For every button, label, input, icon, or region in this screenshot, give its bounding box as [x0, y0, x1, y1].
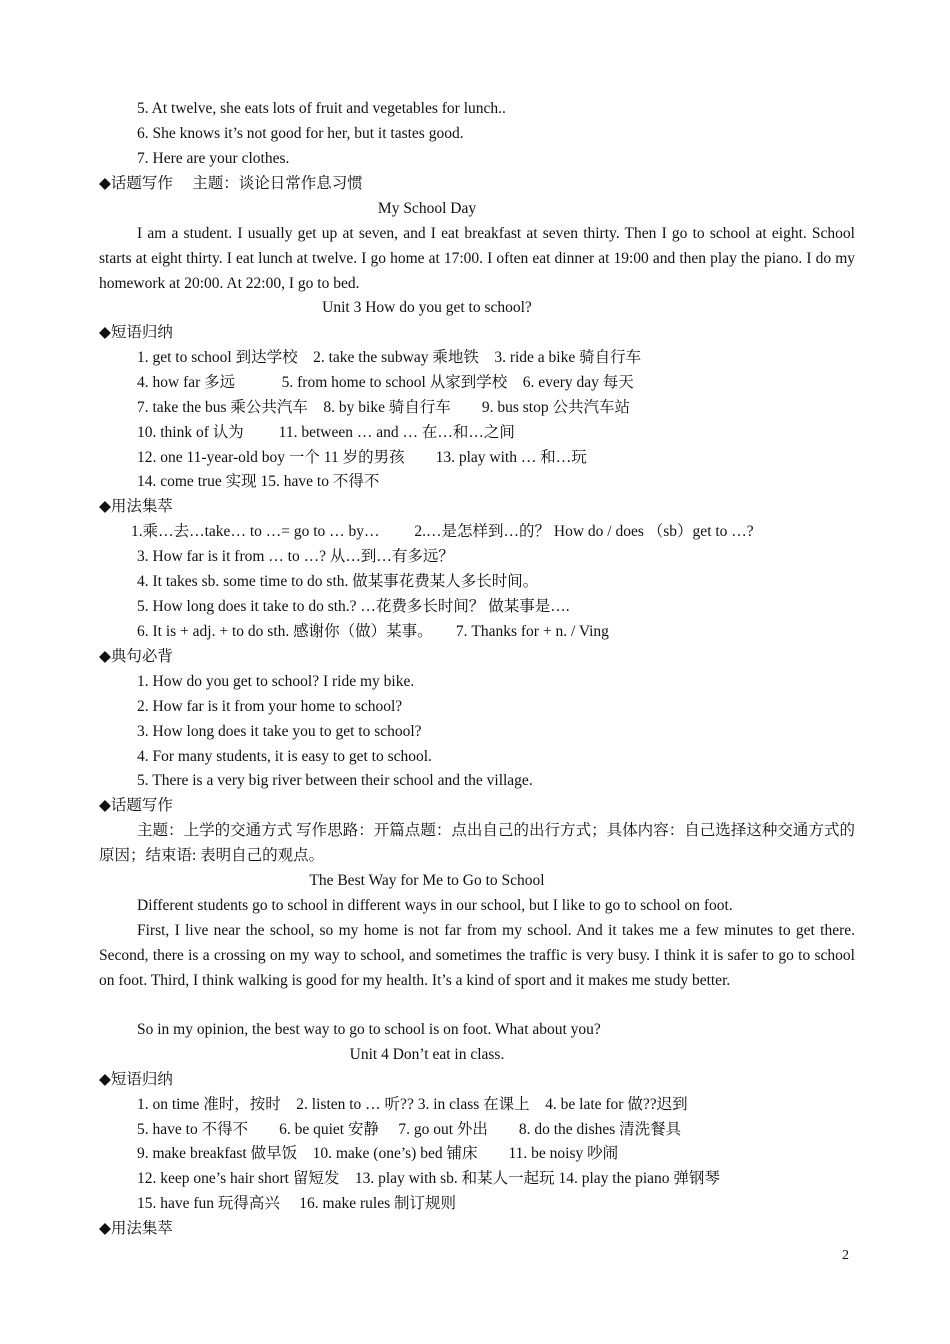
phrase-line: 12. one 11-year-old boy 一个 11 岁的男孩 13. play with … 和…玩 — [137, 449, 587, 466]
usage-line: 3. How far is it from … to …? 从…到…有多远？ — [137, 548, 454, 565]
essay-paragraph: So in my opinion, the best way to go to school is on foot. What about you? — [137, 1021, 601, 1038]
phrase-line: 1. on time 准时，按时 2. listen to … 听?? 3. in class 在课上 4. be late for 做??迟到 — [137, 1096, 688, 1113]
phrase-line: 9. make breakfast 做早饭 10. make (one’s) bed 铺床 11. be noisy 吵闹 — [137, 1145, 619, 1162]
essay-title: The Best Way for Me to Go to School — [309, 872, 545, 889]
usage-line: 4. It takes sb. some time to do sth. 做某事花费某人多长时间。 — [137, 573, 539, 590]
sentence-line: 5. At twelve, she eats lots of fruit and vegetables for lunch.. — [137, 100, 506, 117]
writing-topic: 主题：上学的交通方式 写作思路：开篇点题：点出自己的出行方式；具体内容：自己选择这种交通方式的原因；结束语: 表明自己的观点。 — [99, 822, 855, 864]
usage-line: 1.乘…去…take… to …= go to … by… 2.…是怎样到…的？ How do / does （sb）get to …? — [131, 523, 754, 540]
phrase-line: 12. keep one’s hair short 留短发 13. play with sb. 和某人一起玩 14. play the piano 弹钢琴 — [137, 1170, 720, 1187]
section-heading: ◆典句必背 — [99, 648, 173, 665]
phrase-line: 5. have to 不得不 6. be quiet 安静 7. go out 外出 8. do the dishes 清洗餐具 — [137, 1121, 682, 1138]
phrase-line: 15. have fun 玩得高兴 16. make rules 制订规则 — [137, 1195, 456, 1212]
essay-paragraph: I am a student. I usually get up at seven, and I eat breakfast at seven thirty. Then I go to school at eight. School starts at eight thirty. I eat lunch at twelve. I go home at 17:00. I often eat dinner at 19:00 and then play the piano. I do my homework at 20:00. At 22:00, I go to bed. — [99, 225, 855, 292]
essay-paragraph: Different students go to school in different ways in our school, but I like to go to school on foot. — [137, 897, 733, 914]
unit-title: Unit 4 Don’t eat in class. — [349, 1046, 505, 1063]
sentence-line: 1. How do you get to school? I ride my bike. — [137, 673, 415, 690]
phrase-line: 7. take the bus 乘公共汽车 8. by bike 骑自行车 9. bus stop 公共汽车站 — [137, 399, 630, 416]
section-heading: ◆话题写作 主题：谈论日常作息习惯 — [99, 175, 363, 192]
essay-paragraph: First, I live near the school, so my home is not far from my school. And it takes me a few minutes to get there. Second, there is a crossing on my way to school, and sometimes the traffic is very busy. I think it is safer to go to school on foot. Third, I think walking is good for my health. It’s a kind of sport and it makes me study better. — [99, 922, 855, 989]
usage-line: 6. It is + adj. + to do sth. 感谢你（做）某事。 7. Thanks for + n. / Ving — [137, 623, 609, 640]
sentence-line: 5. There is a very big river between their school and the village. — [137, 772, 533, 789]
sentence-line: 2. How far is it from your home to school? — [137, 698, 403, 715]
phrase-line: 1. get to school 到达学校 2. take the subway 乘地铁 3. ride a bike 骑自行车 — [137, 349, 642, 366]
essay-title: My School Day — [377, 200, 477, 217]
section-heading: ◆短语归纳 — [99, 324, 173, 341]
phrase-line: 10. think of 认为 11. between … and … 在…和…之间 — [137, 424, 515, 441]
section-heading: ◆短语归纳 — [99, 1071, 173, 1088]
sentence-line: 4. For many students, it is easy to get to school. — [137, 748, 432, 765]
page-number: 2 — [842, 1248, 849, 1263]
unit-title: Unit 3 How do you get to school? — [322, 299, 532, 316]
sentence-line: 3. How long does it take you to get to school? — [137, 723, 422, 740]
section-heading: ◆用法集萃 — [99, 498, 173, 515]
sentence-line: 6. She knows it’s not good for her, but it tastes good. — [137, 125, 464, 142]
section-heading: ◆话题写作 — [99, 797, 173, 814]
section-heading: ◆用法集萃 — [99, 1220, 173, 1237]
phrase-line: 4. how far 多远 5. from home to school 从家到学校 6. every day 每天 — [137, 374, 634, 391]
usage-line: 5. How long does it take to do sth.? …花费多长时间？ 做某事是…. — [137, 598, 570, 615]
sentence-line: 7. Here are your clothes. — [137, 150, 290, 167]
phrase-line: 14. come true 实现 15. have to 不得不 — [137, 473, 380, 490]
